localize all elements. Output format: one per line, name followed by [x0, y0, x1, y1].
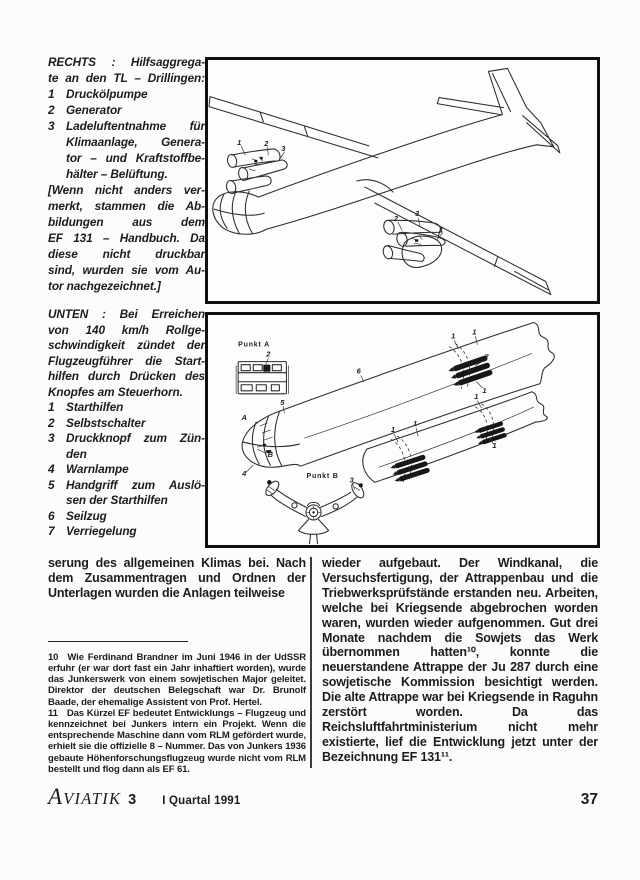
figure-starthilfen-frame	[205, 312, 600, 548]
caption-unten	[48, 307, 205, 540]
callout-label: 1	[472, 327, 477, 337]
callout-label: 4	[242, 469, 247, 479]
caption-line: hilfen durch Drücken des	[48, 369, 205, 383]
callout-labels	[237, 138, 443, 239]
body-paragraph: wieder aufgebaut. Der Windkanal, die Versuchsfertigung, der Attrappenbau und die Triebwerksprüfstände erstanden neu. Arbeiten, welche bei Kriegsende abgebrochen worden waren, wurden wieder aufgenommen. Gut drei Monate nachdem die Sowjets das Werk übernommen hatten¹⁰, konnte die neuerstandene Attrappe der Ju 287 durch eine sowjetische Kommission besichtigt werden. Die alte Attrappe war bei Kriegsende in Raguhn zerstört worden. Da das Reichsluftfahrtministerium nicht mehr existierte, lief die Entwicklung jetzt unter der Bezeichnung EF 131¹¹.	[322, 556, 598, 764]
callout-label: 1	[451, 331, 456, 341]
issue-number: 3	[128, 792, 137, 808]
page-footer	[48, 784, 598, 810]
caption-list-item: 6 Seilzug	[48, 508, 107, 523]
caption-line: sind, wurden sie vom Au-	[48, 263, 205, 277]
caption-line: sen der Starthilfen	[66, 493, 168, 507]
callout-label: 2	[266, 349, 271, 359]
punkt-b-label: Punkt B	[306, 473, 339, 481]
caption-line: tor nachgezeichnet.]	[48, 279, 161, 293]
callout-label: 6	[356, 366, 361, 376]
tail-assembly	[437, 68, 560, 152]
callout-label: 1	[412, 418, 418, 428]
callout-label: A	[241, 412, 247, 422]
caption-list-item: 4 Warnlampe	[48, 462, 129, 476]
column-divider	[310, 557, 312, 768]
caption-line: tor – und Kraftstoffbe-	[66, 151, 205, 165]
caption-list-item: 2 Selbstschalter	[48, 415, 146, 430]
caption-line: Klimaanlage, Genera-	[66, 135, 205, 149]
footnote-10	[48, 652, 306, 708]
near-wing	[357, 180, 551, 295]
figure-aircraft-frame	[205, 57, 600, 304]
callout-label: 1	[390, 425, 396, 435]
caption-line: Knopfes am Steuerhorn.	[48, 384, 183, 399]
instrument-panel-detail	[236, 342, 288, 394]
glazed-nose	[213, 191, 267, 234]
callout-label: 1	[482, 385, 487, 395]
caption-line: merkt, stammen die Ab-	[48, 199, 205, 213]
callout-label: 1	[439, 225, 444, 235]
callout-label: 2	[264, 138, 269, 148]
starthilfen-drawing	[208, 315, 597, 545]
caption-list-item: 1 Starthilfen	[48, 400, 124, 414]
lower-fuselage	[363, 392, 547, 484]
engine-pod-cluster-starboard	[382, 219, 445, 267]
caption-line: EF 131 – Handbuch. Da	[48, 231, 205, 245]
caption-line: te an den TL – Drillingen:	[48, 71, 205, 85]
article-left-column	[48, 556, 306, 775]
caption-list-item: 2 Generator	[48, 103, 122, 117]
footnote-number: 10	[48, 651, 59, 663]
footnote-rule	[48, 641, 188, 642]
callout-label: 3	[414, 209, 420, 219]
caption-line: von 140 km/h Rollge-	[48, 322, 205, 337]
callout-label: 3	[281, 143, 286, 153]
aircraft-drawing	[208, 60, 597, 301]
caption-list-item: 3 Ladeluftentnahme für	[48, 119, 205, 133]
callout-label: 1	[492, 441, 497, 451]
caption-list-item: 1 Druckölpumpe	[48, 87, 148, 101]
caption-line: schwindigkeit zündet der	[48, 338, 205, 352]
rato-pack-lower-front	[390, 454, 431, 483]
footnote-11	[48, 708, 306, 775]
caption-line: den	[66, 446, 87, 461]
footnote-text: Wie Ferdinand Brandner im Juni 1946 in der UdSSR erfuhr (er war dort fast ein Jahr inhaftiert worden), wurde das Junkerswerk von einem sowjetischen Major geleitet. Direktor der deutschen Belegschaft war Dr. Brunolf Baade, der ehemalige Assistent von Prof. Hertel.	[48, 651, 306, 708]
page-number: 37	[580, 791, 598, 808]
caption-list-item: 3 Druckknopf zum Zün-	[48, 431, 205, 445]
article-right-column	[322, 556, 598, 765]
callout-label: 2	[393, 214, 399, 224]
caption-line: diese nicht druckbar	[48, 247, 205, 261]
caption-line: Flugzeugführer die Start-	[48, 353, 205, 368]
issue-quarter: I Quartal 1991	[162, 795, 241, 807]
callout-label: B	[267, 450, 274, 460]
callout-label: 1	[474, 391, 479, 401]
callout-label: 1	[237, 137, 242, 147]
magazine-logo: AVIATIK	[48, 784, 122, 809]
caption-line: bildungen aus dem	[48, 215, 205, 229]
footnote-number: 11	[48, 707, 58, 719]
caption-list-item: 5 Handgriff zum Auslö-	[48, 477, 205, 492]
body-paragraph: serung des allgemeinen Klimas bei. Nach dem Zusammentragen und Ordnen der Unterlagen wurden die Anlagen teilweise	[48, 556, 306, 600]
callout-label: 7	[484, 352, 489, 362]
fuselage	[258, 115, 536, 230]
footnote-text: Das Kürzel EF bedeutet Entwicklungs – Flugzeug und kennzeichnet bei Junkers intern ein Projekt. Wenn die entsprechende Maschine dann vom RLM gefördert wurde, erhielt sie die offizielle 8 – Nummer. Das von Junkers 1936 gebaute Höhenforschungsflugzeug wurde nicht vom RLM bestellt und flog dann als EF 61.	[48, 707, 306, 775]
callout-label: 3	[349, 475, 354, 485]
punkt-a-label: Punkt A	[238, 341, 271, 349]
control-yoke-drawing	[263, 473, 366, 543]
rato-pack-lower-rear	[474, 421, 508, 446]
caption-line: UNTEN : Bei Erreichen	[48, 307, 205, 321]
caption-rechts	[48, 54, 205, 294]
caption-line: RECHTS : Hilfsaggrega-	[48, 55, 205, 69]
caption-line: hälter – Belüftung.	[66, 167, 168, 181]
far-wing	[209, 97, 378, 158]
caption-line: [Wenn nicht anders ver-	[48, 183, 205, 197]
engine-pod-cluster-port	[225, 149, 287, 195]
caption-list-item: 7 Verriegelung	[48, 524, 137, 538]
callout-label: 5	[280, 397, 285, 407]
